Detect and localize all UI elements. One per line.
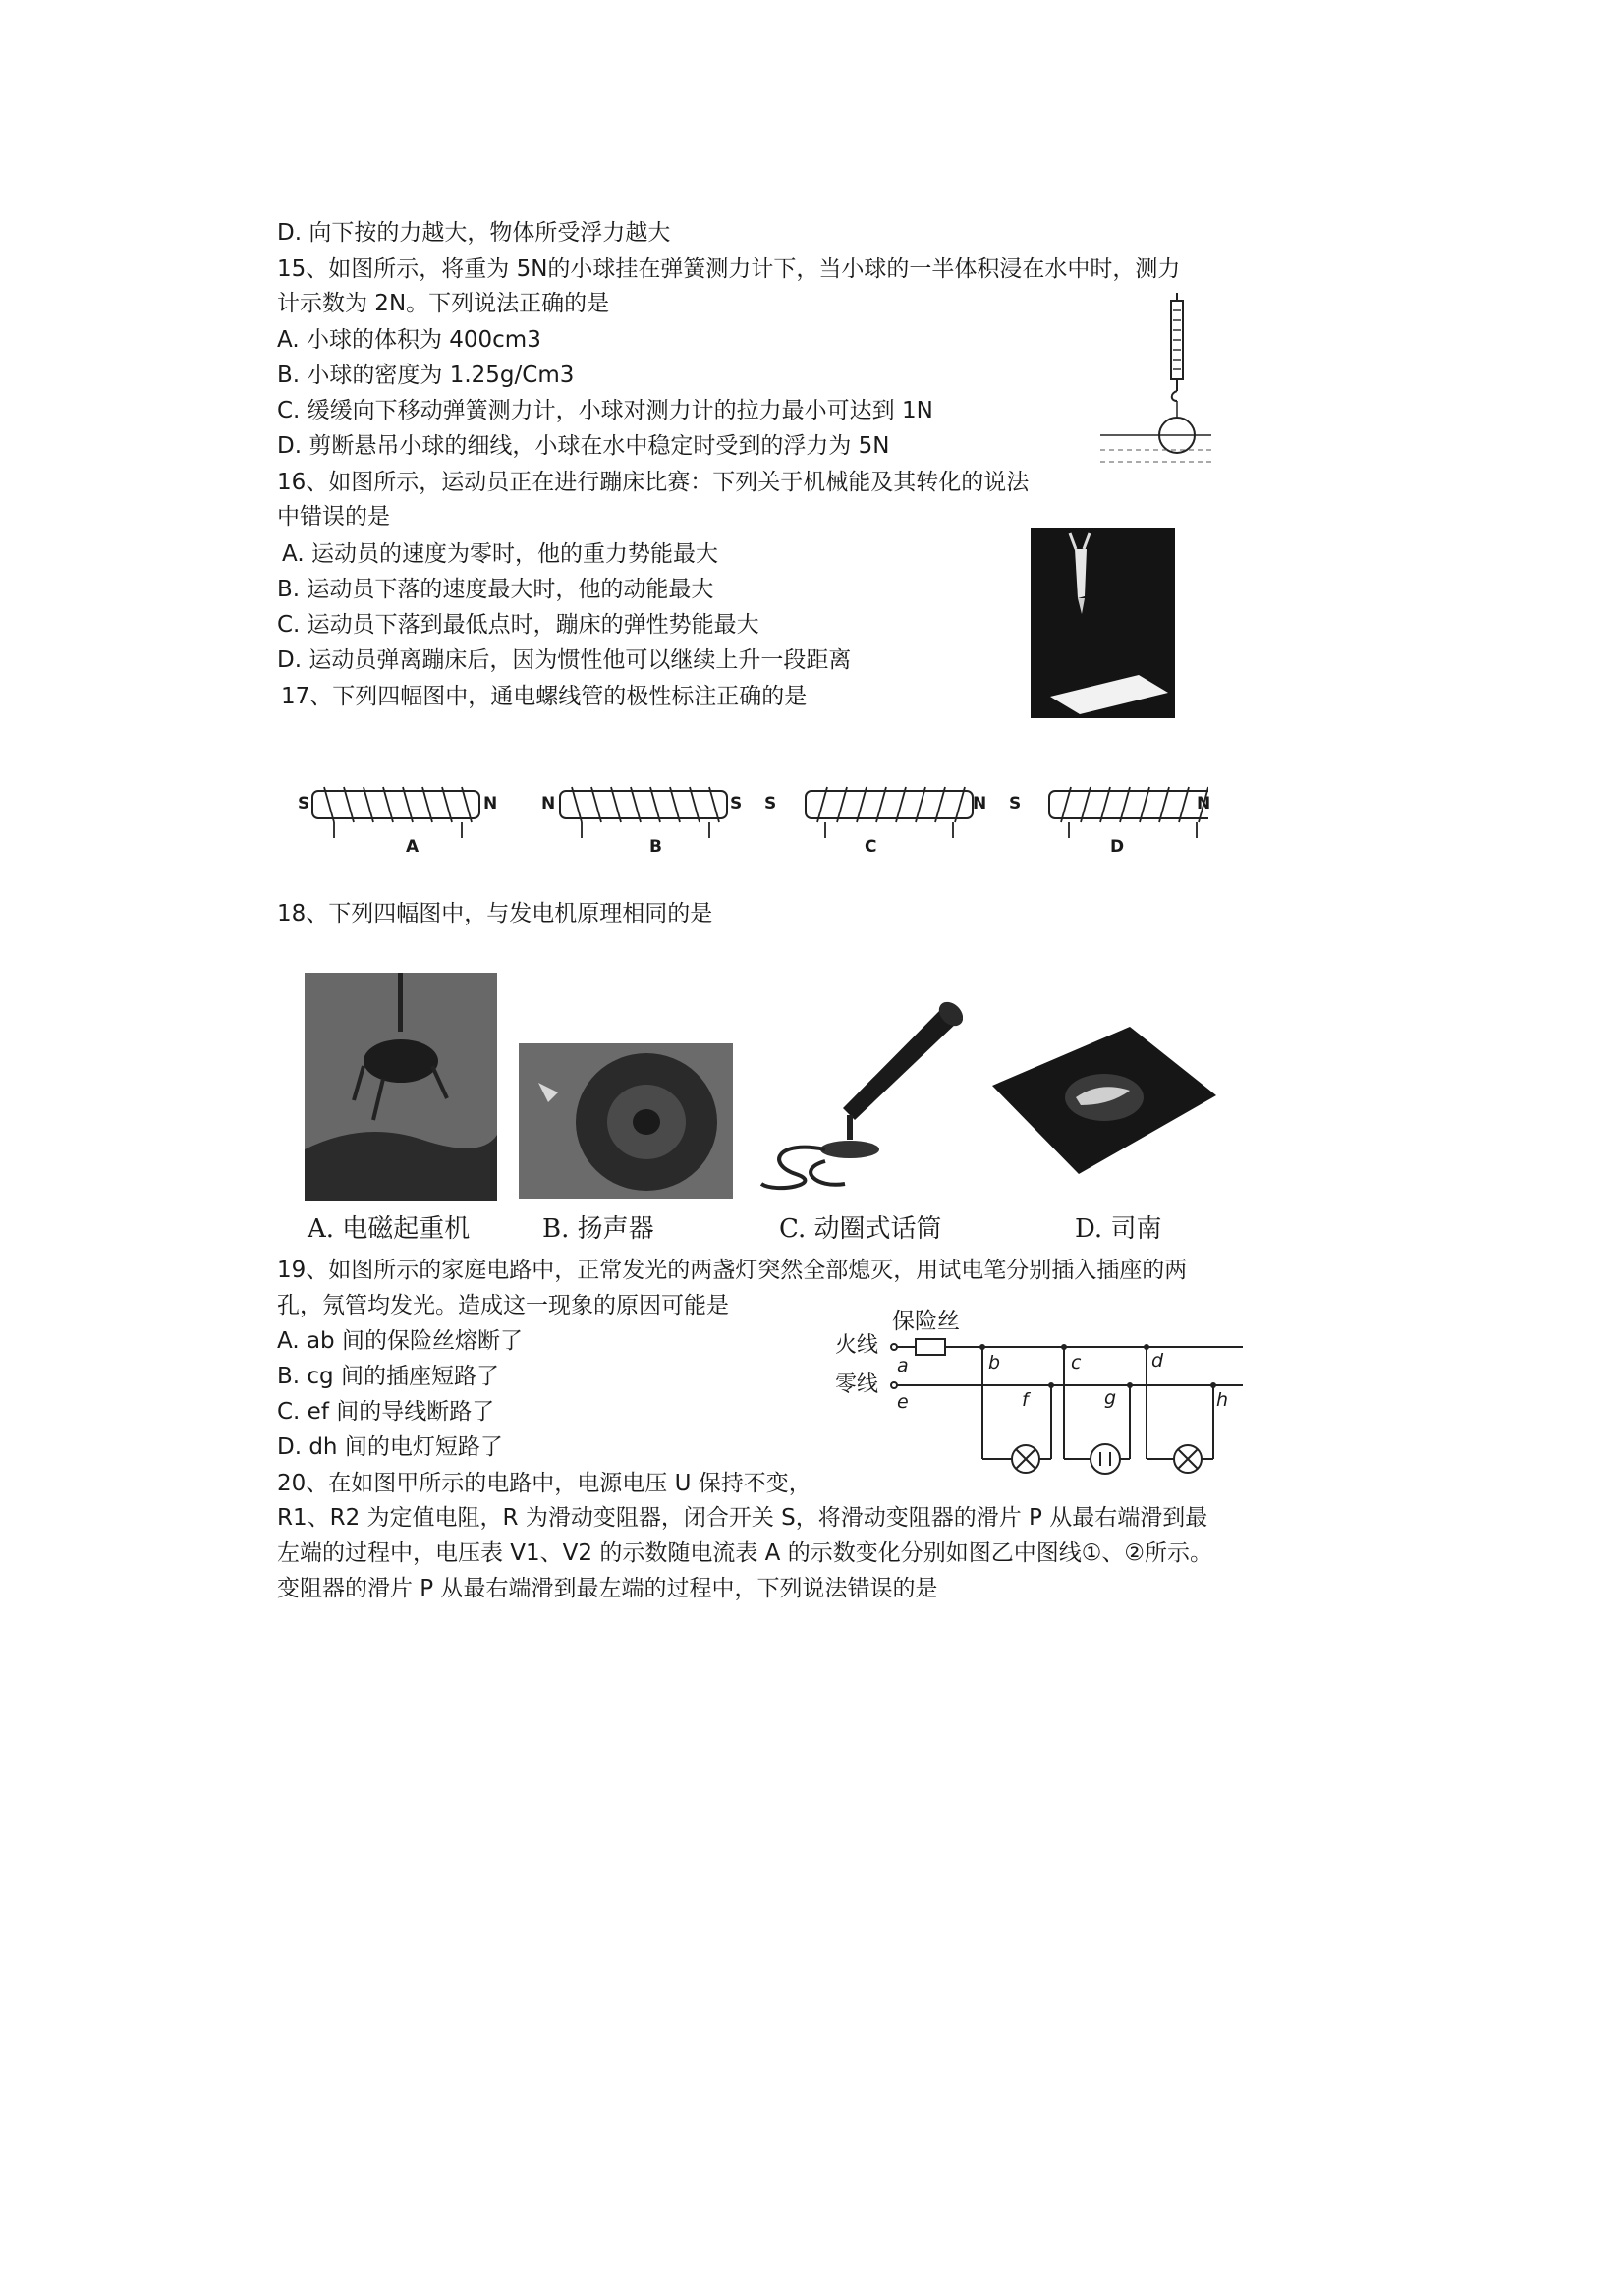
q17-b-right-pole: S xyxy=(730,794,743,813)
q19-option-a: A. ab 间的保险丝熔断了 xyxy=(277,1328,523,1354)
q16-stem-2: 中错误的是 xyxy=(277,504,390,530)
neutral-wire-label: 零线 xyxy=(835,1372,879,1397)
point-f: f xyxy=(1022,1389,1029,1411)
q19-stem-2: 孔，氖管均发光。造成这一现象的原因可能是 xyxy=(277,1293,729,1318)
q17-b-left-pole: N xyxy=(541,794,556,813)
point-a: a xyxy=(897,1355,909,1376)
q15-stem-1: 15、如图所示，将重为 5N的小球挂在弹簧测力计下，当小球的一半体积浸在水中时，测力 xyxy=(277,256,1181,282)
q14-option-d: D. 向下按的力越大，物体所受浮力越大 xyxy=(277,220,671,246)
electromagnetic-crane-photo xyxy=(305,973,497,1201)
q20-stem-1: 20、在如图甲所示的电路中，电源电压 U 保持不变， xyxy=(277,1471,812,1496)
point-h: h xyxy=(1216,1389,1229,1411)
household-circuit-diagram xyxy=(825,1307,1248,1488)
q15-option-a: A. 小球的体积为 400cm3 xyxy=(277,327,541,353)
q20-stem-4: 变阻器的滑片 P 从最右端滑到最左端的过程中，下列说法错误的是 xyxy=(277,1576,938,1601)
q17-stem: 17、下列四幅图中，通电螺线管的极性标注正确的是 xyxy=(281,684,808,709)
q19-stem-1: 19、如图所示的家庭电路中，正常发光的两盏灯突然全部熄灭，用试电笔分别插入插座的两 xyxy=(277,1258,1188,1283)
spring-scale-figure xyxy=(1095,293,1213,479)
q15-stem-2: 计示数为 2N。下列说法正确的是 xyxy=(277,291,610,316)
q18-caption-c: C. 动圈式话筒 xyxy=(779,1214,942,1244)
q20-stem-3: 左端的过程中，电压表 V1、V2 的示数随电流表 A 的示数变化分别如图乙中图线①、②所示。 xyxy=(277,1540,1212,1566)
speaker-photo xyxy=(519,1043,733,1199)
point-b: b xyxy=(988,1352,1001,1373)
point-d: d xyxy=(1151,1350,1164,1372)
q15-option-d: D. 剪断悬吊小球的细线，小球在水中稳定时受到的浮力为 5N xyxy=(277,433,890,459)
q17-d-right-pole: N xyxy=(1197,794,1211,813)
q17-a-label: A xyxy=(406,837,420,857)
compass-sinan-photo xyxy=(992,1027,1216,1174)
q19-option-b: B. cg 间的插座短路了 xyxy=(277,1364,499,1389)
q19-option-c: C. ef 间的导线断路了 xyxy=(277,1399,495,1425)
q15-option-b: B. 小球的密度为 1.25g/Cm3 xyxy=(277,363,575,388)
q17-d-label: D xyxy=(1110,837,1125,857)
q18-caption-b: B. 扬声器 xyxy=(542,1214,654,1244)
q17-b-label: B xyxy=(649,837,662,857)
q20-stem-2: R1、R2 为定值电阻，R 为滑动变阻器，闭合开关 S，将滑动变阻器的滑片 P 从最右端滑到最 xyxy=(277,1505,1208,1531)
q16-stem-1: 16、如图所示，运动员正在进行蹦床比赛：下列关于机械能及其转化的说法 xyxy=(277,470,1030,495)
q17-a-left-pole: S xyxy=(298,794,310,813)
q16-option-c: C. 运动员下落到最低点时，蹦床的弹性势能最大 xyxy=(277,612,759,638)
q17-d-left-pole: S xyxy=(1009,794,1022,813)
point-e: e xyxy=(897,1391,909,1413)
q16-option-d: D. 运动员弹离蹦床后，因为惯性他可以继续上升一段距离 xyxy=(277,647,852,673)
trampoline-photo xyxy=(1031,528,1175,718)
live-wire-label: 火线 xyxy=(835,1333,879,1358)
q16-option-a: A. 运动员的速度为零时，他的重力势能最大 xyxy=(282,541,718,567)
microphone-photo xyxy=(756,992,963,1201)
q18-stem: 18、下列四幅图中，与发电机原理相同的是 xyxy=(277,901,713,926)
solenoid-figures xyxy=(295,781,1211,860)
q17-c-left-pole: S xyxy=(764,794,777,813)
fuse-label: 保险丝 xyxy=(892,1309,960,1334)
q19-option-d: D. dh 间的电灯短路了 xyxy=(277,1434,503,1460)
q17-a-right-pole: N xyxy=(483,794,498,813)
q15-option-c: C. 缓缓向下移动弹簧测力计，小球对测力计的拉力最小可达到 1N xyxy=(277,398,933,423)
q16-option-b: B. 运动员下落的速度最大时，他的动能最大 xyxy=(277,577,714,602)
q17-c-right-pole: N xyxy=(973,794,987,813)
q18-caption-a: A. 电磁起重机 xyxy=(308,1214,471,1244)
point-c: c xyxy=(1071,1352,1082,1373)
point-g: g xyxy=(1104,1387,1117,1409)
q17-c-label: C xyxy=(865,837,877,857)
q18-caption-d: D. 司南 xyxy=(1075,1214,1162,1244)
